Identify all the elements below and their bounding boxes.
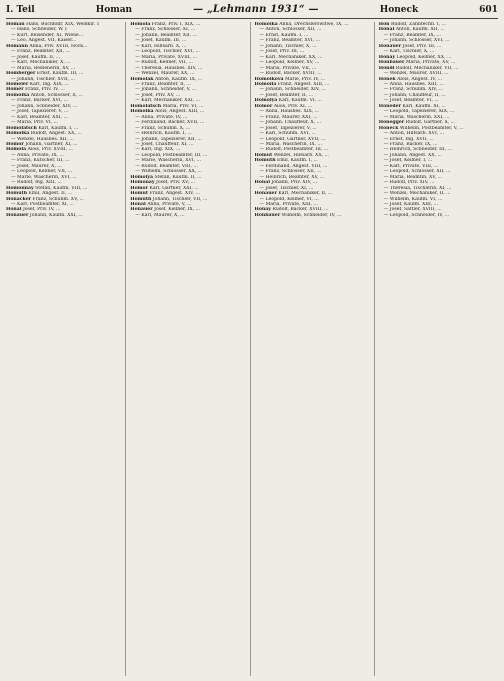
entry-details: Hans, Buchhdlr, XIX, Weißkir. 1 — [26, 22, 100, 27]
entry-details: Wenzel, Hilfsarb. XX, ... — [273, 152, 329, 158]
entry-details: — Ernst, Ing. XVII, ... — [383, 136, 434, 142]
entry-details: — Rudolf, Ing. XIII, ... — [11, 180, 62, 186]
entry-surname: Honay — [254, 207, 271, 213]
entry-surname: Honal — [130, 201, 146, 207]
directory-title: — „Lehmann 1931“ — — [193, 4, 319, 15]
header-rule — [6, 18, 498, 19]
entry-details: Franz, Angest. XIII, ... — [277, 81, 330, 87]
entry-details: Maria, Priv. VI, ... — [162, 103, 204, 109]
entry-surname: Honegger — [378, 120, 405, 126]
entry-surname: Honacker — [6, 196, 32, 202]
entry-details: Johann, Gärtner, XI, ... — [25, 141, 78, 147]
entry-details: Karl, Mechaniker, II, ... — [278, 191, 333, 197]
entry-surname: Homor — [130, 185, 148, 191]
entry-surname: Homuth — [6, 191, 28, 197]
entry-details: — Josef, Kellner, I, ... — [383, 158, 433, 164]
entry-details: — Leo, Angest. VII, Kaiser... — [11, 38, 77, 44]
entry-details: — Wenzel, Mechaniker, II, ... — [383, 191, 451, 197]
entry-details: — Theresia, Hausbes. XIV, ... — [135, 65, 203, 71]
entry-surname: Honal — [254, 180, 270, 186]
entry-details: Marie, Priv. IV, ... — [284, 76, 326, 82]
entry-details: Josef, Priv. IV, ... — [22, 207, 61, 213]
entry-details: Alois, Angest. IV, ... — [397, 76, 443, 82]
entry-surname: Homut — [130, 191, 148, 197]
entry-surname: Homolka — [254, 22, 278, 27]
entry-details: — Josef, Beamter, VI, ... — [383, 98, 439, 104]
entry-details: Franz, Priv. IV, ... — [25, 87, 65, 93]
entry-details: — Karl, Tischler, X, ... — [383, 49, 435, 55]
entry-surname: Homer — [6, 87, 24, 93]
entry-details: Karl, Gärtner, XXI, ... — [149, 185, 199, 191]
entry-surname: Homolka — [6, 92, 30, 98]
entry-details: Franz, Angest. XIV, ... — [149, 191, 200, 197]
directory-entry — [130, 213, 247, 218]
entry-details: — Ferdinand, Bäcker, XVII, ... — [135, 120, 205, 126]
entry-details: Ernst, Kaufm. III, ... — [36, 71, 84, 77]
entry-surname: Honal — [6, 207, 22, 213]
entry-details: Johann, Tischler, VII, ... — [152, 196, 208, 202]
entry-surname: Honauer — [6, 212, 29, 218]
entry-details: Wilhelm, Schneider, IV, ... — [281, 212, 342, 218]
entry-surname: Homut — [254, 152, 273, 158]
entry-details: — Wilhelm, Schlosser, XX, ... — [135, 169, 203, 175]
entry-details: — Heinrich, Kaufm. I, ... — [135, 131, 192, 137]
entry-surname: Honauer — [378, 43, 402, 49]
entry-details: — Leopold, Postbeamter, III, ... — [135, 152, 208, 158]
entry-details: Josef, Kellner, IX, ... — [154, 207, 200, 213]
entry-details: — Theresia, Tischlerin, XI, ... — [383, 185, 452, 191]
entry-details: — Karl, Private, VIII, ... — [383, 163, 439, 169]
entry-details: Josef, Priv. XV, ... — [156, 180, 195, 186]
entry-details: — Josef, Kaufm. II, ... — [11, 54, 61, 60]
entry-details: — Leopold, Kellner, XV, ... — [259, 60, 320, 66]
entry-details: — Marie, Wäscherin, XVI, ... — [11, 174, 77, 180]
page-number: 601 — [479, 5, 498, 15]
entry-details: Anna, Drechslerswitwe, IX, ... — [279, 22, 349, 27]
entry-details: — Hans, Schneider, W. I — [11, 27, 67, 33]
entry-details: — Johann, Tischler, X, ... — [259, 43, 317, 49]
entry-details: Karl, Kaufm. XI, ... — [402, 103, 446, 109]
entry-details: — Ferdinand, Angest. VIII, ... — [259, 163, 328, 169]
entry-details: — Josef, Chauffeur, XI, ... — [135, 141, 194, 147]
section-label: I. Teil — [6, 5, 35, 15]
entry-details: — Franz, Maurer, XXI, ... — [259, 114, 318, 120]
entry-surname: Honbauer — [378, 60, 405, 66]
entry-surname: Homolatsch — [6, 125, 37, 131]
entry-surname: Honeder — [378, 103, 401, 109]
entry-details: — Josef, Tischler, XI, ... — [259, 185, 314, 191]
entry-surname: Honauer — [130, 207, 153, 213]
entry-details: — Josef, Kaufm. III, ... — [135, 38, 187, 44]
entry-details: — Leopold, Kellner, VII, ... — [11, 169, 73, 175]
entry-details: Alois, Priv. XVIII, ... — [27, 147, 73, 153]
entry-details: Anna, Private, V, ... — [147, 201, 192, 207]
entry-details: — Leopold, Kellner, VI, ... — [259, 196, 319, 202]
entry-details: — Rudolf, Postbeamter, III, ... — [259, 147, 329, 153]
entry-details: — Anton, Hilfsarb. XVI, ... — [383, 131, 445, 137]
entry-surname: Homolka — [6, 131, 30, 137]
entry-details: Alois, Angest. XIII, ... — [154, 109, 205, 115]
last-surname: Honeck — [379, 5, 419, 15]
entry-details: — Franz, Beamter, II, ... — [135, 81, 192, 87]
entry-details: — Karl, Mechaniker, XX, ... — [259, 54, 323, 60]
entry-details: — Johann, Schlosser, XVI, ... — [383, 38, 450, 44]
entry-details: — Johann, Chauffeur, II, ... — [383, 92, 446, 98]
column-4 — [379, 22, 498, 676]
column-3 — [255, 22, 375, 676]
entry-details: — Wenzel, Hausbes. XII, ... — [11, 136, 74, 142]
first-surname: Homan — [95, 5, 133, 15]
entry-surname: Homan — [6, 22, 25, 27]
entry-details: Leopold, Kellner, XX, ... — [396, 54, 452, 60]
entry-details: — Karl, Beamter, XXI, ... — [11, 114, 68, 120]
entry-details: — Leopold, Schneider, IV, ... — [383, 212, 450, 218]
entry-surname: Honeck — [378, 125, 399, 131]
entry-surname: Honal — [378, 27, 395, 33]
entry-details: — Franz, Bäcker, XVI, ... — [11, 98, 68, 104]
entry-details: — Kurt, Reisender, XI, Wiene... — [11, 32, 84, 38]
entry-details: — Karl, Postbeamter, XI, ... — [11, 201, 74, 207]
entry-details: Franz, Schuhm. XV, ... — [32, 196, 84, 202]
entry-details: — Maria, Wäscherin, IX, ... — [259, 141, 322, 147]
entry-details: — Josef, Kaufm. XIII, ... — [383, 201, 439, 207]
entry-details: Rudolf, Mechaniker, VII, ... — [395, 65, 459, 71]
directory-columns — [6, 22, 498, 676]
entry-details: — Karl, Mechaniker, XXI, ... — [135, 98, 200, 104]
entry-surname: Homolak — [130, 76, 154, 82]
entry-surname: Honbauer — [254, 212, 281, 218]
entry-details: — Josef, Priv. XV, ... — [135, 92, 181, 98]
entry-details: — Johann, Angest. XX, ... — [383, 152, 442, 158]
entry-surname: Homonnay — [6, 185, 34, 191]
entry-details: Anton, Schlosser, X, ... — [30, 92, 83, 98]
entry-details: Johann, Kaufm. XXI, ... — [29, 212, 83, 218]
entry-details: Alois, Priv. XI, ... — [273, 103, 313, 109]
entry-details: — Anna, Hausbes. XIX, ... — [259, 109, 320, 115]
entry-details: Emil, Angest. II, ... — [28, 191, 73, 197]
entry-details: — Leopold, Tapezierer, XIX, ... — [383, 109, 455, 115]
entry-details: Rudolf, Zahntechn. I, ... — [390, 22, 446, 27]
entry-surname: Homola — [6, 147, 27, 153]
entry-details: — Josef, Tapezierer, V, ... — [11, 109, 69, 115]
entry-surname: Homor — [254, 103, 273, 109]
entry-surname: Homolkova — [254, 76, 284, 82]
entry-details: Franz, Priv. I, XIX, ... — [151, 22, 201, 27]
entry-details: — Rudolf, Beamter, VIII, ... — [135, 163, 198, 169]
page-header — [6, 4, 498, 18]
entry-details: Anton, Kaufm. IX, ... — [154, 76, 203, 82]
entry-details: — Maria, Wäscherin, XXI, ... — [383, 114, 450, 120]
directory-entry — [379, 213, 496, 218]
entry-details: — Josef, Sattler, XVIII, ... — [383, 207, 442, 213]
entry-details: — Anna, Private, IV, ... — [135, 114, 188, 120]
entry-details: — Maria, Beamtin, XV, ... — [383, 174, 443, 180]
entry-details: — Josef, Maurer, X, ... — [11, 163, 62, 169]
entry-details: — Franz, Beamter, XVI, ... — [259, 38, 321, 44]
entry-details: Karl, Kaufm. VI, ... — [278, 98, 322, 104]
entry-details: — Josef, Priv. III, ... — [259, 49, 305, 55]
entry-details: — Leopold, Tischler, XVI, ... — [135, 49, 200, 55]
entry-surname: Homonay — [130, 180, 155, 186]
entry-details: Anna, Priv. XVIII, Hock... — [29, 43, 88, 49]
entry-details: — Josef, Tapezierer, V, ... — [259, 125, 317, 131]
entry-details: — Johann, Beamter, XII, ... — [135, 32, 198, 38]
entry-details: Emil, Kaufm. I, ... — [277, 158, 318, 164]
directory-entry — [255, 213, 372, 218]
entry-surname: Homann — [6, 43, 28, 49]
entry-surname: Homeier — [6, 81, 29, 87]
entry-details: Karl, Ing. XIX, ... — [29, 81, 69, 87]
entry-details: — Karl, Mechaniker, X, ... — [11, 60, 71, 66]
entry-details: — Karl, Ing. XIX, ... — [135, 147, 181, 153]
directory-entry — [6, 213, 123, 218]
entry-details: — Karl, Hilfsarb. X, ... — [135, 43, 187, 49]
entry-details: — Johann, Schneider, XIV, ... — [11, 103, 78, 109]
entry-details: — Johann, Tapezierer, XII, ... — [135, 136, 202, 142]
entry-details: Wilhelm, Postbeamter, V, ... — [399, 125, 464, 131]
entry-details: — Johann, Schneider, XIV, ... — [259, 87, 326, 93]
entry-details: Rudolf, Bäcker, XVIII, ... — [272, 207, 329, 213]
entry-details: — Franz, Schlosser, XI, ... — [135, 27, 196, 33]
entry-surname: Homolya — [130, 174, 153, 180]
entry-details: Josef, Priv. III, ... — [402, 43, 442, 49]
entry-details: Rudolf, Angest. XX, ... — [30, 131, 82, 137]
entry-details: — Anna, Hausbes. XIII, ... — [383, 81, 444, 87]
entry-details: Maria, Private, XV, ... — [405, 60, 456, 66]
entry-surname: Honay — [378, 54, 396, 60]
entry-details: — Franz, Schuhm. XIV, ... — [383, 87, 443, 93]
entry-details: — Johann, Schneider, V, ... — [135, 87, 197, 93]
entry-surname: Honauer — [254, 191, 277, 197]
column-1 — [6, 22, 126, 676]
entry-details: — Karl, Maurer, X, ... — [135, 212, 185, 218]
entry-details: — Maria, Private, XIII, ... — [259, 201, 318, 207]
entry-details: — Johann, Chauffeur, X, ... — [259, 120, 321, 126]
entry-details: — Leopold, Schlosser, XII, ... — [383, 169, 451, 175]
entry-details: Stefan, Kaufm. VIII, ... — [35, 185, 88, 191]
entry-details: — Rudolf, Kellner, VII, ... — [135, 60, 193, 66]
entry-details: — Franz, Kutscher, III, ... — [11, 158, 70, 164]
entry-details: — Maria, Bedienerin, XV, ... — [11, 65, 76, 71]
entry-surname: Homolatsch — [130, 103, 162, 109]
entry-details: — Johann, Tischler, XVII, ... — [11, 76, 75, 82]
entry-surname: Homolka — [130, 109, 154, 115]
entry-details: — Franz, Beamter, XII, ... — [11, 49, 71, 55]
entry-details: — Wenzel, Maurer, XX, ... — [135, 71, 195, 77]
entry-details: Johann, Priv. XIV, ... — [271, 180, 318, 186]
entry-details: — Marie, Wäscherin, XVI, ... — [135, 158, 201, 164]
entry-details: — Franz, Schuhm. X, ... — [135, 125, 191, 131]
entry-details: — Wilhelm, Kaufm. VI, ... — [383, 196, 443, 202]
entry-surname: Homolya — [254, 98, 278, 104]
entry-details: — Rudolf, Priv. XIV, ... — [383, 180, 435, 186]
entry-surname: Hondl — [378, 65, 395, 71]
entry-details: — Heinrich, Beamter, XV, ... — [259, 174, 325, 180]
entry-surname: Homuth — [130, 196, 152, 202]
entry-details: Anton, Kaufm. XII, ... — [395, 27, 445, 33]
entry-details: — Maria, Private, XVIII, ... — [135, 54, 197, 60]
entry-surname: Hon — [378, 22, 390, 27]
entry-details: — Franz, Beamter, IX, ... — [383, 32, 441, 38]
entry-surname: Homuth — [254, 158, 276, 164]
entry-details: Stefan, Kaufm. II, ... — [154, 174, 202, 180]
entry-surname: Homolla — [254, 81, 277, 87]
entry-surname: Homola — [130, 22, 151, 27]
entry-surname: Honek — [378, 76, 396, 82]
entry-details: — Maria, Private, VII, ... — [259, 65, 317, 71]
entry-details: — Anna, Private, IX, ... — [11, 152, 64, 158]
entry-details: — Leopold, Gärtner, XVII, ... — [259, 136, 326, 142]
entry-details: — Ernst, Kaufm. I, ... — [259, 32, 309, 38]
entry-details: — Franz, Bäcker, IX, ... — [383, 141, 438, 147]
column-2 — [130, 22, 250, 676]
entry-details: — Karl, Schuhm. XVI, ... — [259, 131, 316, 137]
entry-details: — Anton, Schlosser, XII, ... — [259, 27, 322, 33]
entry-details: Karl, Kaufm. I, ... — [38, 125, 79, 131]
entry-details: — Franz, Schlosser, XII, ... — [259, 169, 322, 175]
entry-details: — Heinrich, Schneider, III, ... — [383, 147, 452, 153]
entry-details: — Josef, Beamter, II, ... — [259, 92, 313, 98]
entry-details: — Rudolf, Bäcker, XVIII, ... — [259, 71, 322, 77]
entry-details: — Wenzel, Maurer, XVIII, ... — [383, 71, 449, 77]
entry-surname: Homberger — [6, 71, 36, 77]
entry-details: Rudolf, Gärtner, X, ... — [405, 120, 456, 126]
entry-surname: Homor — [6, 141, 24, 147]
entry-details: — Maria, Priv. VI, ... — [11, 120, 58, 126]
